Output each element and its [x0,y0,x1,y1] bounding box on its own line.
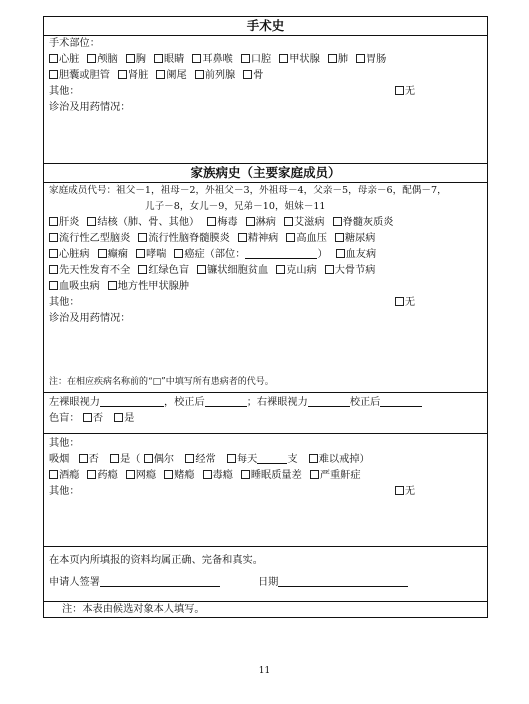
family-history-section [44,164,487,393]
surgery-part-option[interactable] [118,68,148,84]
checkbox-icon[interactable] [333,217,342,226]
surgery-part-label: 前列腺 [204,70,236,81]
checkbox-icon[interactable] [164,470,173,479]
surgery-part-option[interactable] [195,68,236,84]
checkbox-icon[interactable] [246,217,255,226]
family-disease-option[interactable] [136,247,166,263]
checkbox-icon[interactable] [241,54,250,63]
surgery-part-option[interactable] [356,52,386,68]
habits-none-label: 无 [404,486,415,497]
checkbox-icon[interactable] [174,249,183,258]
smoking-no-option[interactable] [79,452,99,468]
checkbox-icon[interactable] [309,454,318,463]
family-disease-option[interactable] [325,263,376,279]
checkbox-icon[interactable] [207,217,216,226]
family-disease-label: 结核（肺、骨、其他） [97,217,200,228]
checkbox-icon[interactable] [185,454,194,463]
family-disease-label: 红绿色盲 [148,265,190,276]
hard-to-quit-label: 难以戒掉 [318,454,360,465]
surgery-part-option[interactable] [243,68,263,84]
surgery-part-label: 胆囊或胆管 [59,70,110,81]
habits-other-label-2: 其他： [49,486,80,497]
signature-label: 申请人签署 [49,577,100,588]
checkbox-icon[interactable] [356,54,365,63]
addiction-label: 赌瘾 [174,470,195,481]
surgery-part-option[interactable] [328,52,348,68]
addiction-option[interactable] [310,468,361,484]
checkbox-icon[interactable] [238,233,247,242]
surgery-part-option[interactable] [154,52,184,68]
family-disease-option[interactable] [87,215,199,231]
surgery-part-option[interactable] [156,68,186,84]
checkbox-icon[interactable] [49,281,58,290]
surgery-part-label: 甲状腺 [289,54,320,65]
surgery-part-label: 肾脏 [127,70,149,81]
right-eye-field[interactable] [308,406,350,407]
addiction-label: 网瘾 [135,470,157,481]
family-disease-option[interactable] [49,263,130,279]
family-none-label: 无 [404,297,415,308]
left-corrected-label: ，校正后 [163,397,205,408]
family-disease-option[interactable] [138,263,189,279]
surgery-part-label: 阑尾 [166,70,187,81]
family-note: 注：在相应疾病名称前的“□”中填写所有患病者的代号。 [49,377,274,387]
family-other-row [44,295,487,311]
family-disease-label: 地方性甲状腺肿 [117,281,190,292]
surgery-part-label: 眼睛 [163,54,185,65]
addiction-option[interactable] [241,468,302,484]
family-diseases-row-5 [44,279,487,295]
left-eye-label: 左裸眼视力 [49,397,100,408]
checkbox-icon[interactable] [87,470,96,479]
family-disease-option[interactable] [276,263,317,279]
checkbox-icon[interactable] [79,454,88,463]
checkbox-icon[interactable] [276,265,285,274]
surgery-parts-row-2 [44,68,487,84]
colorblind-no-label: 否 [92,413,103,424]
checkbox-icon[interactable] [49,265,58,274]
family-diseases-row-4 [44,263,487,279]
form-footnote: 注：本表由候选对象本人填写。 [62,604,205,615]
medical-history-form [43,16,488,618]
checkbox-icon[interactable] [138,233,147,242]
surgery-none-label: 无 [404,86,415,97]
family-disease-option[interactable] [246,215,276,231]
checkbox-icon[interactable] [126,470,135,479]
cancer-close: ） [317,249,328,260]
addiction-label: 严重鼾症 [319,470,361,481]
family-disease-option[interactable] [49,279,100,295]
smoking-occasional-label: 偶尔 [153,454,175,465]
surgery-part-label: 胸 [135,54,146,65]
date-label: 日期 [257,577,279,588]
family-diseases-row-3 [44,247,487,263]
surgery-history-section [44,17,487,164]
surgery-history-title: 手术史 [44,17,487,36]
family-disease-option[interactable] [286,231,327,247]
family-disease-label: 血吸虫病 [59,281,100,292]
checkbox-icon[interactable] [114,413,123,422]
surgery-none-option[interactable] [395,84,415,100]
checkbox-icon[interactable] [197,265,206,274]
surgery-treatment-label: 诊治及用药情况： [49,102,131,113]
checkbox-icon[interactable] [126,54,135,63]
family-history-title: 家族病史（主要家庭成员） [44,164,487,183]
addiction-option[interactable] [203,468,233,484]
checkbox-icon[interactable] [203,470,212,479]
date-field[interactable] [278,586,408,587]
family-disease-label: 流行性乙型脑炎 [59,233,131,244]
habits-other-label: 其他： [49,438,80,449]
checkbox-icon[interactable] [49,217,58,226]
family-disease-option[interactable] [138,231,230,247]
surgery-other-label: 其他： [49,86,80,97]
hard-to-quit-option[interactable] [309,454,370,465]
family-diseases-row-2 [44,231,487,247]
addiction-option[interactable] [126,468,156,484]
left-eye-field[interactable] [100,406,164,407]
smoking-daily-option[interactable] [227,452,298,468]
smoking-often-label: 经常 [195,454,216,465]
hard-to-quit-close: ） [359,454,370,465]
habits-none-option[interactable] [395,484,415,500]
checkbox-icon[interactable] [192,54,201,63]
checkbox-icon[interactable] [325,265,334,274]
footnote-section [44,602,487,617]
checkbox-icon[interactable] [395,86,404,95]
cancer-label: 癌症（部位： [184,249,246,260]
surgery-part-option[interactable] [192,52,233,68]
surgery-part-option[interactable] [241,52,271,68]
right-eye-label: ；右裸眼视力 [246,397,308,408]
checkbox-icon[interactable] [49,470,58,479]
addiction-option[interactable] [49,468,79,484]
habits-section [44,434,487,547]
family-disease-option[interactable] [284,215,325,231]
family-diseases-row-1 [44,215,487,231]
checkbox-icon[interactable] [336,249,345,258]
family-disease-label: 癫痫 [107,249,128,260]
checkbox-icon[interactable] [49,233,58,242]
surgery-part-label: 口腔 [250,54,272,65]
checkbox-icon[interactable] [87,54,96,63]
checkbox-icon[interactable] [110,454,119,463]
checkbox-icon[interactable] [87,217,96,226]
family-disease-option[interactable] [207,215,237,231]
right-corrected-label: 校正后 [349,397,381,408]
family-disease-label: 淋病 [255,217,276,228]
family-disease-option[interactable] [238,231,279,247]
checkbox-icon[interactable] [83,413,92,422]
surgery-part-label: 心脏 [59,54,80,65]
checkbox-icon[interactable] [136,249,145,258]
checkbox-icon[interactable] [279,54,288,63]
surgery-parts-row-1 [44,52,487,68]
addiction-label: 酒瘾 [59,470,80,481]
checkbox-icon[interactable] [284,217,293,226]
checkbox-icon[interactable] [49,54,58,63]
surgery-parts-label: 手术部位： [49,38,100,49]
family-disease-option[interactable] [49,215,79,231]
hemophilia-label: 血友病 [345,249,377,260]
smoking-occasional-option[interactable] [144,452,174,468]
checkbox-icon[interactable] [286,233,295,242]
smoking-yes-option[interactable] [110,454,140,465]
surgery-part-option[interactable] [87,52,117,68]
surgery-part-label: 胃肠 [366,54,387,65]
surgery-part-option[interactable] [49,52,79,68]
family-disease-label: 糖尿病 [344,233,376,244]
addiction-label: 毒瘾 [212,470,233,481]
right-corrected-field[interactable] [380,406,422,407]
cancer-option[interactable] [174,247,327,263]
smoking-row [44,452,487,468]
checkbox-icon[interactable] [241,470,250,479]
habits-other-row [44,484,487,500]
family-disease-option[interactable] [333,215,394,231]
cigarettes-per-day-field[interactable] [257,463,287,464]
checkbox-icon[interactable] [243,70,252,79]
addiction-label: 药瘾 [97,470,118,481]
checkbox-icon[interactable] [138,265,147,274]
smoking-often-option[interactable] [185,452,215,468]
colorblind-yes-option[interactable] [114,411,134,427]
page-number: 11 [258,666,271,676]
checkbox-icon[interactable] [98,249,107,258]
smoking-label: 吸烟 [49,454,70,465]
surgery-part-label: 颅脑 [97,54,118,65]
surgery-part-option[interactable] [49,68,110,84]
checkbox-icon[interactable] [156,70,165,79]
family-none-option[interactable] [395,295,415,311]
checkbox-icon[interactable] [310,470,319,479]
checkbox-icon[interactable] [195,70,204,79]
surgery-part-label: 肺 [337,54,348,65]
family-disease-option[interactable] [335,231,376,247]
per-day-unit: 支 [287,454,298,465]
checkbox-icon[interactable] [118,70,127,79]
family-disease-label: 流行性脑脊髓膜炎 [148,233,230,244]
family-disease-label: 高血压 [296,233,327,244]
surgery-part-label: 耳鼻喉 [202,54,233,65]
vision-section [44,393,487,434]
surgery-part-label: 骨 [253,70,264,81]
checkbox-icon[interactable] [49,249,58,258]
checkbox-icon[interactable] [395,486,404,495]
addictions-row [44,468,487,484]
cancer-site-field[interactable] [245,258,317,259]
colorblind-no-option[interactable] [83,411,103,427]
hemophilia-option[interactable] [336,247,377,263]
family-codes-line-1: 家庭成员代号：祖父－1，祖母－2，外祖父－3，外祖母－4，父亲－5，母亲－6，配偶－7， [49,185,447,196]
family-disease-label: 脊髓灰质炎 [342,217,394,228]
family-disease-label: 肝炎 [59,217,80,228]
family-disease-option[interactable] [49,247,90,263]
checkbox-icon[interactable] [335,233,344,242]
checkbox-icon[interactable] [154,54,163,63]
smoking-yes-label: 是（ [120,454,141,465]
checkbox-icon[interactable] [395,297,404,306]
checkbox-icon[interactable] [108,281,117,290]
declaration-statement: 在本页内所填报的资料均属正确、完备和真实。 [49,555,263,566]
vision-acuity-row [44,395,487,411]
family-disease-label: 梅毒 [217,217,238,228]
left-corrected-field[interactable] [205,406,247,407]
family-disease-option[interactable] [197,263,268,279]
checkbox-icon[interactable] [49,70,58,79]
smoking-no-label: 否 [88,454,99,465]
family-disease-label: 镰状细胞贫血 [207,265,269,276]
colorblind-label: 色盲： [49,413,80,424]
family-treatment-label: 诊治及用药情况： [49,313,131,324]
checkbox-icon[interactable] [144,454,153,463]
checkbox-icon[interactable] [227,454,236,463]
colorblind-yes-label: 是 [124,413,135,424]
addiction-label: 睡眠质量差 [250,470,302,481]
signature-row [44,575,487,591]
family-disease-label: 大骨节病 [334,265,376,276]
surgery-part-option[interactable] [279,52,320,68]
surgery-part-option[interactable] [126,52,146,68]
smoking-daily-label: 每天 [236,454,258,465]
signature-field[interactable] [100,586,220,587]
family-codes-line-2: 儿子－8，女儿－9，兄弟－10，姐妹－11 [145,201,326,212]
family-disease-option[interactable] [49,231,130,247]
surgery-other-row [44,84,487,100]
checkbox-icon[interactable] [328,54,337,63]
family-disease-option[interactable] [98,247,128,263]
addiction-option[interactable] [164,468,194,484]
family-disease-label: 精神病 [247,233,279,244]
addiction-option[interactable] [87,468,117,484]
family-disease-option[interactable] [108,279,189,295]
family-disease-label: 先天性发育不全 [59,265,131,276]
colorblind-row [44,411,487,427]
family-disease-label: 心脏病 [59,249,90,260]
family-disease-label: 艾滋病 [294,217,325,228]
declaration-section [44,547,487,602]
family-other-label: 其他： [49,297,80,308]
family-disease-label: 哮喘 [145,249,167,260]
family-disease-label: 克山病 [286,265,317,276]
